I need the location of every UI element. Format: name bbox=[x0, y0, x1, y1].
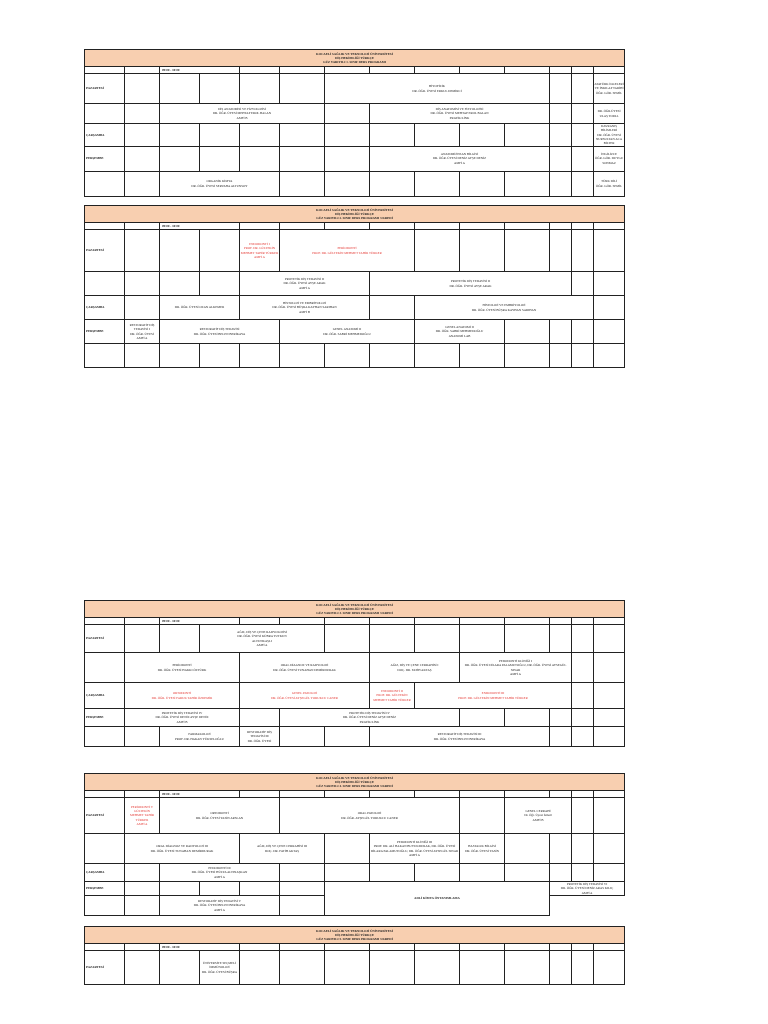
table-cell bbox=[572, 320, 594, 344]
table-cell bbox=[325, 944, 370, 951]
table-cell bbox=[125, 230, 160, 272]
table-cell bbox=[415, 171, 460, 196]
course-anatomi: ANATOMİ/İNSAN BİLGİSİ DR. ÖĞR. ÜYESİ DENİZ AYŞE DENİZ AMFİ A bbox=[370, 146, 550, 171]
table-cell bbox=[460, 618, 505, 625]
table-cell bbox=[85, 223, 125, 230]
table-cell bbox=[550, 74, 572, 104]
table-cell bbox=[280, 896, 415, 916]
table-cell bbox=[125, 223, 160, 230]
table-cell bbox=[594, 653, 625, 683]
schedule-table-3 bbox=[84, 600, 625, 747]
table-cell bbox=[550, 344, 572, 368]
table-cell bbox=[505, 344, 550, 368]
course-biofizik: BİYOFİZİK DR. ÖĞR. ÜYESİ ERKUL DEMİRCİ bbox=[325, 74, 550, 104]
table-cell bbox=[572, 791, 594, 798]
table-cell bbox=[280, 67, 325, 74]
table-cell bbox=[572, 798, 594, 834]
day-thursday: PERŞEMBE bbox=[85, 709, 125, 727]
table-cell bbox=[572, 709, 594, 727]
course-pedodonti-klinik: PEDODONTİ KLİNİĞİ III PROF. DR. ALİ HAKAN BUYUKDURAK, DR. ÖĞR. ÜYESİ DİLARA PALAMUTOĞLU, DR. ÖĞR. ÜYESİ AYSEGÜL SINAR AMFİ A bbox=[370, 834, 460, 864]
header-title: GÜZ YARIYILI 1. SINIF DERS PROGRAMI bbox=[323, 60, 386, 65]
table-cell bbox=[505, 951, 550, 985]
course-protetik: PROTETİK DİŞ TEDAVİSİ IV DR. ÖĞR. ÜYESİ DENİZ AYŞE DENİZ PRATİK/LİNK bbox=[280, 709, 460, 727]
table-cell bbox=[460, 625, 505, 653]
table-cell bbox=[125, 864, 160, 882]
table-cell bbox=[125, 67, 160, 74]
table-cell bbox=[280, 727, 325, 747]
table-cell bbox=[594, 709, 625, 727]
table-cell bbox=[325, 791, 370, 798]
table-cell bbox=[280, 146, 325, 171]
table-cell bbox=[200, 882, 240, 896]
table-cell bbox=[415, 625, 460, 653]
table-cell bbox=[325, 146, 370, 171]
header-title: GÜZ YARIYILI 4. SINIF DERS PROGRAMI 3 KREDİ bbox=[316, 784, 393, 789]
table-cell bbox=[505, 320, 550, 344]
table-cell bbox=[572, 683, 594, 709]
table-cell bbox=[240, 951, 280, 985]
header-faculty: DİŞ HEKİMLİĞİ TÜRKÇE bbox=[335, 55, 375, 60]
table-cell bbox=[85, 67, 125, 74]
table-cell bbox=[594, 951, 625, 985]
table-cell bbox=[572, 344, 594, 368]
header-faculty: DİŞ HEKİMLİĞİ TÜRKÇE bbox=[335, 932, 375, 937]
day-monday: PAZARTESİ bbox=[85, 798, 125, 834]
table-cell bbox=[572, 727, 594, 747]
table-cell bbox=[572, 653, 594, 683]
table-cell bbox=[572, 944, 594, 951]
table-cell bbox=[370, 864, 415, 882]
table-cell bbox=[280, 944, 325, 951]
course-agiz-radyoloji: AĞIZ, DİŞ VE ÇENE RADYOLOJİSİ DR. ÖĞR. ÜYESİ KÜBRA TUTKUN ALTUNKAŞLI AMFİ A bbox=[200, 625, 325, 653]
header-title: GÜZ YARIYILI 2. SINIF DERS PROGRAMI 3 KREDİ bbox=[316, 216, 393, 221]
table-cell bbox=[594, 727, 625, 747]
table-cell bbox=[572, 618, 594, 625]
table-cell bbox=[85, 944, 125, 951]
table-cell bbox=[572, 223, 594, 230]
table-cell bbox=[160, 882, 200, 896]
course-protetik-amfi: PROTETİK DİŞ TEDAVİSİ II DR. ÖĞR. ÜYESİ AYŞE ARAK AMFİ A bbox=[240, 272, 370, 296]
table-cell bbox=[280, 223, 325, 230]
table-cell bbox=[594, 864, 625, 882]
table-cell bbox=[85, 791, 125, 798]
course-ortodonti: ORTODONTİ DR. ÖĞR. ÜYESİ FARUK TAHİR ÖZDEMİR bbox=[125, 683, 240, 709]
course-farmakoloji: FARMAKOLOJİ PROF. DR. HAKAN YÜKSELOĞLU bbox=[160, 727, 240, 747]
course-adli-kimya: ADLİ KİMYA ÖNTANIMLAMA bbox=[325, 882, 550, 916]
table-cell bbox=[160, 272, 200, 296]
table-cell bbox=[572, 951, 594, 985]
table-cell bbox=[240, 124, 280, 147]
table-cell bbox=[594, 320, 625, 344]
course-instructor-alkemer: DR. ÖĞR. ÜYESİ OZAN ALKEMER bbox=[160, 296, 240, 320]
table-cell bbox=[125, 951, 160, 985]
table-cell bbox=[550, 67, 572, 74]
table-cell bbox=[415, 230, 460, 272]
day-monday: PAZARTESİ bbox=[85, 74, 125, 104]
table-cell bbox=[125, 296, 160, 320]
table-cell bbox=[550, 124, 572, 147]
course-oral-diagnoz: ORAL DİAGNOZ VE RADYOLOJİ DR. ÖĞR. ÜYESİ TUNAHAN DEMİRDURAK bbox=[240, 653, 370, 683]
table-cell bbox=[460, 798, 505, 834]
table-header bbox=[85, 774, 625, 791]
table-cell bbox=[125, 344, 160, 368]
table-cell bbox=[594, 223, 625, 230]
table-cell bbox=[594, 230, 625, 272]
course-endodonti-3: ENDODONTİ III PROF. DR. GÜLTEKİN MEHMET TAHİR TÜRKER bbox=[415, 683, 572, 709]
table-cell bbox=[460, 944, 505, 951]
table-cell bbox=[505, 618, 550, 625]
day-thursday: PERŞEMBE bbox=[85, 320, 125, 344]
table-cell bbox=[85, 104, 125, 124]
day-thursday: PERŞEMBE bbox=[85, 882, 125, 896]
table-cell bbox=[160, 625, 200, 653]
time-slot: 09:00 - 10:00 bbox=[160, 791, 240, 798]
course-turk-dili: TÜRK DİLİ ÖĞR. GÖR. SEMİL bbox=[594, 171, 625, 196]
table-cell bbox=[200, 272, 240, 296]
table-cell bbox=[594, 625, 625, 653]
table-cell bbox=[125, 791, 160, 798]
table-cell bbox=[200, 344, 240, 368]
course-restoratif-small: RESTORATİF DİŞ TEDAVİSİ I DR. ÖĞR. ÜYESİ AMFİ A bbox=[125, 320, 160, 344]
table-cell bbox=[240, 74, 280, 104]
table-cell bbox=[550, 625, 572, 653]
course-histoloji: HİSTOLOJİ VE EMBRİYOLOJİ DR. ÖĞR. ÜYESİ BÜŞRA KAYHAN SARIHAN bbox=[415, 296, 594, 320]
table-cell bbox=[505, 834, 550, 864]
course-restoratif: RESTORATİF DİŞ TEDAVİSİ DR. ÖĞR. ÜYESİ BELEN BERİKAYA bbox=[160, 320, 280, 344]
course-genel-patoloji: GENEL PATOLOJİ DR. ÖĞR. ÜYESİ AYŞEGÜL YORUKCU CANER bbox=[240, 683, 370, 709]
header-title: GÜZ YARIYILI 3. SINIF DERS PROGRAMI 3 KREDİ bbox=[316, 611, 393, 616]
course-restoratif-small: RESTORATİF DİŞ TEDAVİSİ III DR. ÖĞR. ÜYESİ bbox=[240, 727, 280, 747]
table-cell bbox=[370, 67, 415, 74]
table-cell bbox=[370, 951, 415, 985]
time-slot: 09:00 - 10:00 bbox=[160, 618, 240, 625]
course-dis-anatomisi-amfi: DİŞ ANATOMİSİ VE FİZYOLOJİSİ DR. ÖĞR. ÜYESİ MEHTAP EROL BALAN AMFİ B bbox=[160, 104, 325, 124]
table-header bbox=[85, 927, 625, 944]
header-university: KOCAELİ SAĞLIK VE TEKNOLOJİ ÜNİVERSİTESİ bbox=[316, 928, 393, 933]
table-cell bbox=[240, 791, 280, 798]
table-cell bbox=[240, 67, 280, 74]
table-header bbox=[85, 206, 625, 223]
table-header bbox=[85, 601, 625, 618]
table-cell bbox=[460, 223, 505, 230]
table-cell bbox=[572, 625, 594, 653]
table-cell bbox=[240, 223, 280, 230]
table-cell bbox=[572, 864, 594, 882]
course-periodonti: PERİODONTİ DR. ÖĞR. ÜYESİ HAKKI ÖZTÜRK bbox=[125, 653, 240, 683]
table-cell bbox=[550, 944, 572, 951]
day-wednesday: ÇARŞAMBA bbox=[85, 296, 125, 320]
course-universite-secmeli: ÜNİVERSİTE SEÇMELİ İMMÜNOLOJİ DR. ÖĞR. ÜYESİ BÜŞRA bbox=[200, 951, 240, 985]
schedule-table-4 bbox=[84, 773, 625, 916]
table-cell bbox=[240, 618, 280, 625]
table-cell bbox=[594, 272, 625, 296]
table-cell bbox=[280, 864, 325, 882]
table-cell bbox=[594, 67, 625, 74]
day-monday: PAZARTESİ bbox=[85, 625, 125, 653]
table-cell bbox=[125, 625, 160, 653]
course-genel-cerrahi: GENEL CERRAHİ Dr. Öğr. Üyesi İsmail AMFİ B bbox=[505, 798, 572, 834]
day-wednesday: ÇARŞAMBA bbox=[85, 124, 125, 147]
table-cell bbox=[460, 124, 505, 147]
table-cell bbox=[325, 223, 370, 230]
schedule-table-5 bbox=[84, 926, 625, 985]
course-periodonti: PERİODONTİ V GÜLTEKİN MEHMET TAHİR TÜRKER AMFİ A bbox=[125, 798, 160, 834]
table-cell bbox=[594, 944, 625, 951]
table-cell bbox=[240, 944, 280, 951]
table-cell bbox=[325, 727, 370, 747]
course-hastalik-bilgisi: HASTALIK BİLGİSİ DR. ÖĞR. ÜYESİ YASİN bbox=[460, 834, 505, 864]
table-cell bbox=[594, 791, 625, 798]
table-cell bbox=[415, 67, 460, 74]
course-protetik: PROTETİK DİŞ TEDAVİSİ II DR. ÖĞR. ÜYESİ AYŞE ARAK bbox=[370, 272, 572, 296]
course-cerrahi: AĞIZ, DİŞ VE ÇENE CERRAHİSİ III DOÇ. DR. FATİH AKTAŞ bbox=[240, 834, 325, 864]
table-cell bbox=[200, 74, 240, 104]
table-cell bbox=[325, 104, 370, 124]
table-cell bbox=[370, 223, 415, 230]
table-cell bbox=[325, 864, 370, 882]
table-cell bbox=[160, 230, 200, 272]
table-cell bbox=[325, 618, 370, 625]
table-cell bbox=[415, 791, 460, 798]
table-cell bbox=[125, 272, 160, 296]
table-cell bbox=[125, 896, 160, 916]
table-cell bbox=[85, 171, 125, 196]
table-cell bbox=[240, 882, 280, 896]
table-cell bbox=[325, 951, 370, 985]
day-monday: PAZARTESİ bbox=[85, 951, 125, 985]
table-cell bbox=[550, 834, 572, 864]
table-cell bbox=[280, 791, 325, 798]
day-wednesday: ÇARŞAMBA bbox=[85, 864, 125, 882]
table-cell bbox=[505, 864, 550, 882]
table-cell bbox=[550, 709, 572, 727]
table-cell bbox=[550, 230, 572, 272]
table-cell bbox=[550, 171, 572, 196]
time-slot: 09:00 - 10:00 bbox=[160, 67, 240, 74]
course-oral-diagnoz: ORAL DİAGNOZ VE RADYOLOJİ III DR. ÖĞR. ÜYESİ TUNAHAN DEMİRDURAK bbox=[125, 834, 240, 864]
course-davranis: DAVRANIŞ BİLİMLERİ DR. ÖĞR. ÜYESİ NURSULTAN ACA BİLTER bbox=[594, 124, 625, 147]
table-cell bbox=[125, 146, 160, 171]
table-cell bbox=[325, 625, 370, 653]
table-cell bbox=[85, 727, 125, 747]
course-pedodonti-klinik: PEDODONTİ KLİNİĞİ I DR. ÖĞR. ÜYESİ DİLARA PALAMUTOĞLU, DR. ÖĞR. ÜYESİ AYSEGÜL SINAR AMFİ A bbox=[460, 653, 572, 683]
table-cell bbox=[325, 171, 370, 196]
table-cell bbox=[370, 791, 415, 798]
table-cell bbox=[550, 727, 572, 747]
table-cell bbox=[280, 951, 325, 985]
table-cell bbox=[594, 344, 625, 368]
header-university: KOCAELİ SAĞLIK VE TEKNOLOJİ ÜNİVERSİTESİ bbox=[316, 775, 393, 780]
course-restoratif: RESTORATİF DİŞ TEDAVİSİ V DR. ÖĞR. ÜYESİ BELEN BERİKAYA AMFİ A bbox=[160, 896, 280, 916]
course-restoratif: RESTORATİF DİŞ TEDAVİSİ III DR. ÖĞR. ÜYESİ BELEN BERİKAYA bbox=[370, 727, 550, 747]
table-cell bbox=[505, 709, 550, 727]
table-cell bbox=[125, 944, 160, 951]
course-endodonti: ENDODONTİ II PROF. DR. GÜLTEKİN MEHMET TAHİR TÜRKER bbox=[370, 683, 415, 709]
table-cell bbox=[280, 618, 325, 625]
header-university: KOCAELİ SAĞLIK VE TEKNOLOJİ ÜNİVERSİTESİ bbox=[316, 51, 393, 56]
header-university: KOCAELİ SAĞLIK VE TEKNOLOJİ ÜNİVERSİTESİ bbox=[316, 602, 393, 607]
table-cell bbox=[280, 882, 325, 896]
table-cell bbox=[370, 625, 415, 653]
table-cell bbox=[200, 146, 240, 171]
table-cell bbox=[572, 230, 594, 272]
course-instructor-topal: DR. ÖĞR.ÜYESİ ULAŞ TOPAL bbox=[594, 104, 625, 124]
course-periodonti: PERİODONTİ PROF. DR. GÜLTEKİN MEHMET TAHİR TÜRKER bbox=[280, 230, 415, 272]
table-cell bbox=[460, 709, 505, 727]
course-ortodonti: ORTODONTİ DR. ÖĞR. ÜYESİ YASİN ARSLAN bbox=[160, 798, 280, 834]
course-pedodonti: PEDODONTİ III DR. ÖĞR. ÜYESİ HÜLYA ALTINAŞKAN AMFİ A bbox=[160, 864, 280, 882]
table-cell bbox=[460, 344, 505, 368]
table-cell bbox=[415, 864, 460, 882]
table-cell bbox=[572, 272, 594, 296]
table-cell bbox=[200, 230, 240, 272]
table-header bbox=[85, 50, 625, 67]
course-genel-anatomi-lab: GENEL ANATOMİ II DR. ÖĞR. SABRİ MEHMEDOĞLU ANATOMİ LAB bbox=[415, 320, 505, 344]
time-slot: 09:00 - 10:00 bbox=[160, 223, 240, 230]
table-cell bbox=[460, 230, 505, 272]
table-cell bbox=[550, 146, 572, 171]
schedule-table-2 bbox=[84, 205, 625, 368]
table-cell bbox=[594, 834, 625, 864]
course-ataturk: ATATÜRK İLKELERİ VE İNKILAP TARİHİ ÖĞR. GÖR. SEMİL bbox=[594, 74, 625, 104]
table-cell bbox=[550, 223, 572, 230]
table-cell bbox=[572, 124, 594, 147]
table-cell bbox=[550, 618, 572, 625]
table-cell bbox=[415, 344, 460, 368]
table-cell bbox=[415, 618, 460, 625]
table-cell bbox=[125, 124, 160, 147]
table-cell bbox=[280, 74, 325, 104]
course-protetik-amfi: PROTETİK DİŞ TEDAVİSİ IV DR. ÖĞR. ÜYESİ DENİZ AYŞE DENİZ AMFİ B bbox=[125, 709, 240, 727]
header-university: KOCAELİ SAĞLIK VE TEKNOLOJİ ÜNİVERSİTESİ bbox=[316, 207, 393, 212]
course-protetik: PROTETİK DİŞ TEDAVİSİ VI DR. ÖĞR. ÜYESİ DENİZ ARAS KILIÇ AMFİ A bbox=[550, 882, 625, 896]
table-cell bbox=[550, 320, 572, 344]
table-cell bbox=[572, 146, 594, 171]
table-cell bbox=[325, 344, 370, 368]
table-cell bbox=[505, 67, 550, 74]
table-cell bbox=[85, 896, 125, 916]
course-ingilizce: İNGİLİZCE ÖĞR. GÖR. DUYGU SONMAZ bbox=[594, 146, 625, 171]
table-cell bbox=[280, 124, 325, 147]
course-endodonti: ENDODONTİ I PROF. DR. GÜLTEKİN MEHMET TAHİR TÜRKER AMFİ A bbox=[240, 230, 280, 272]
table-cell bbox=[594, 683, 625, 709]
table-cell bbox=[125, 618, 160, 625]
day-monday: PAZARTESİ bbox=[85, 230, 125, 272]
table-cell bbox=[415, 944, 460, 951]
table-cell bbox=[85, 618, 125, 625]
table-cell bbox=[415, 951, 460, 985]
table-cell bbox=[370, 171, 415, 196]
header-faculty: DİŞ HEKİMLİĞİ TÜRKÇE bbox=[335, 606, 375, 611]
course-oral-patoloji: ORAL PATOLOJİ DR. ÖĞR. AYŞEGÜL YORUKCU CANER bbox=[280, 798, 460, 834]
table-cell bbox=[505, 944, 550, 951]
table-cell bbox=[505, 230, 550, 272]
table-cell bbox=[240, 709, 280, 727]
table-cell bbox=[125, 882, 160, 896]
table-cell bbox=[160, 124, 200, 147]
table-cell bbox=[505, 171, 550, 196]
table-cell bbox=[550, 951, 572, 985]
table-cell bbox=[125, 104, 160, 124]
table-cell bbox=[160, 344, 200, 368]
table-cell bbox=[370, 124, 415, 147]
table-cell bbox=[160, 146, 200, 171]
table-cell bbox=[200, 124, 240, 147]
table-cell bbox=[240, 146, 280, 171]
table-cell bbox=[125, 727, 160, 747]
header-title: GÜZ YARIYILI 5. SINIF DERS PROGRAMI 3 KREDİ bbox=[316, 937, 393, 942]
table-cell bbox=[460, 951, 505, 985]
table-cell bbox=[125, 171, 160, 196]
time-slot: 09:00 - 10:00 bbox=[160, 944, 240, 951]
table-cell bbox=[505, 625, 550, 653]
table-cell bbox=[370, 944, 415, 951]
table-cell bbox=[572, 74, 594, 104]
table-cell bbox=[415, 223, 460, 230]
table-cell bbox=[572, 67, 594, 74]
table-cell bbox=[460, 864, 505, 882]
table-cell bbox=[505, 791, 550, 798]
table-cell bbox=[572, 171, 594, 196]
table-cell bbox=[594, 296, 625, 320]
table-cell bbox=[594, 798, 625, 834]
table-cell bbox=[594, 618, 625, 625]
table-cell bbox=[550, 791, 572, 798]
table-cell bbox=[370, 618, 415, 625]
course-organik-kimya: ORGANİK KİMYA DR. ÖĞR. ÜYESİ SERVAHA ALTUNSOY bbox=[160, 171, 280, 196]
table-cell bbox=[85, 834, 125, 864]
table-cell bbox=[160, 951, 200, 985]
day-thursday: PERŞEMBE bbox=[85, 146, 125, 171]
day-wednesday: ÇARŞAMBA bbox=[85, 683, 125, 709]
table-cell bbox=[240, 344, 280, 368]
table-cell bbox=[550, 104, 572, 124]
header-faculty: DİŞ HEKİMLİĞİ TÜRKÇE bbox=[335, 211, 375, 216]
table-cell bbox=[572, 104, 594, 124]
table-cell bbox=[325, 67, 370, 74]
table-cell bbox=[460, 67, 505, 74]
table-cell bbox=[325, 124, 370, 147]
table-cell bbox=[550, 864, 572, 882]
table-cell bbox=[280, 344, 325, 368]
course-genel-anatomi: GENEL ANATOMİ II DR. ÖĞR. SABRİ MEHMEDOĞLU bbox=[280, 320, 415, 344]
table-cell bbox=[415, 124, 460, 147]
table-cell bbox=[505, 223, 550, 230]
course-dis-anatomisi-pratik: DİŞ ANATOMİSİ VE FİZYOLOJİSİ DR. ÖĞR. ÜYESİ MEHTAP EROL BALAN PRATİK/LİNK bbox=[370, 104, 550, 124]
table-cell bbox=[370, 296, 415, 320]
table-cell bbox=[460, 791, 505, 798]
header-faculty: DİŞ HEKİMLİĞİ TÜRKÇE bbox=[335, 779, 375, 784]
table-cell bbox=[125, 74, 160, 104]
table-cell bbox=[325, 834, 370, 864]
schedule-table-1 bbox=[84, 49, 625, 197]
table-cell bbox=[160, 74, 200, 104]
table-cell bbox=[280, 171, 325, 196]
table-cell bbox=[505, 124, 550, 147]
table-cell bbox=[85, 653, 125, 683]
table-cell bbox=[85, 272, 125, 296]
table-cell bbox=[460, 171, 505, 196]
course-histoloji-amfi: HİSTOLOJİ VE EMBRİYOLOJİ DR. ÖĞR. ÜYESİ BÜŞRA KAYHAN SARIHAN AMFİ B bbox=[240, 296, 370, 320]
table-cell bbox=[370, 344, 415, 368]
table-cell bbox=[572, 834, 594, 864]
table-cell bbox=[85, 344, 125, 368]
course-cerrahi: AĞIZ, DİŞ VE ÇENE CERRAHİSİ I DOÇ. DR. FATİH AKTAŞ bbox=[370, 653, 460, 683]
